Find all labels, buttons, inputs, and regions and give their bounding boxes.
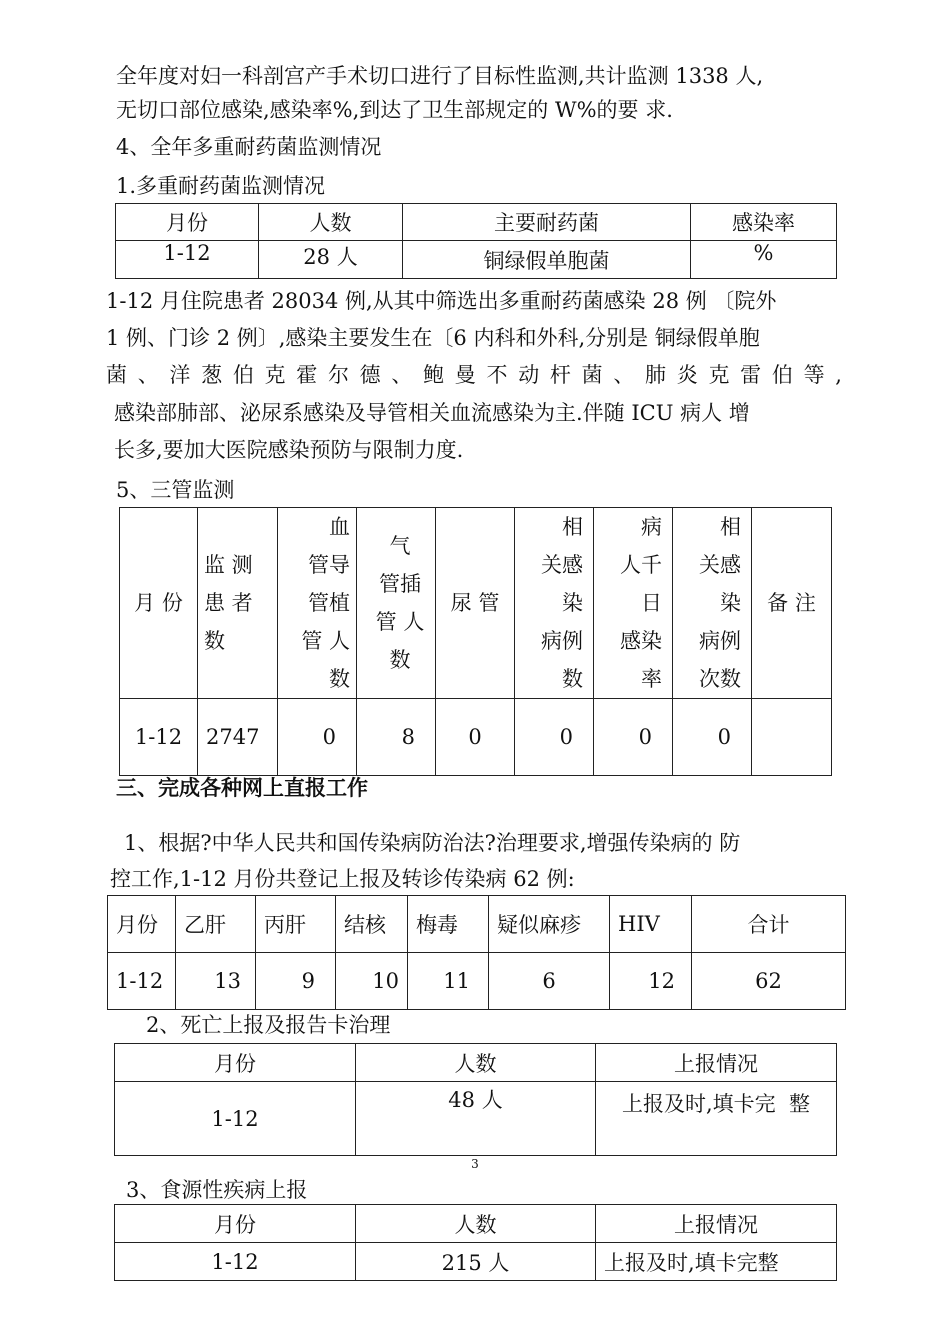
- tube-cell-urinary: 0: [436, 699, 515, 776]
- disease-cell-month: 1-12: [108, 953, 176, 1010]
- disease-cell-syphilis: 11: [408, 953, 489, 1010]
- three-tube-table: [119, 507, 832, 776]
- disease-header-total: 合计: [692, 896, 846, 953]
- tube-header-patients: 监 测 患 者 数: [198, 508, 278, 699]
- mdro-cell-bacteria: 铜绿假单胞菌: [403, 241, 691, 279]
- mdro-table: [115, 203, 837, 279]
- mdro-para-line-3: 菌、洋葱伯克霍尔德、鲍曼不动杆菌、肺炎克雷伯等,: [106, 363, 842, 387]
- food-header: [115, 1205, 837, 1243]
- mdro-para-line-1: 1-12 月住院患者 28034 例,从其中筛选出多重耐药菌感染 28 例 〔院外: [106, 289, 777, 313]
- tube-header-month: 月 份: [120, 508, 198, 699]
- section-4-title: 4、全年多重耐药菌监测情况: [116, 135, 382, 159]
- tube-header-notes: 备 注: [752, 508, 832, 699]
- disease-header-hep-c: 丙肝: [256, 896, 336, 953]
- death-header-status: 上报情况: [596, 1044, 837, 1082]
- table-row: [108, 953, 846, 1010]
- mdro-header-bacteria: 主要耐药菌: [403, 204, 691, 241]
- disease-header-month: 月份: [108, 896, 176, 953]
- section-5-title: 5、三管监测: [116, 478, 235, 502]
- section-3-title: 三、完成各种网上直报工作: [116, 775, 368, 800]
- tube-header-related-times: 相 关感 染 病例 次数: [673, 508, 752, 699]
- disease-cell-tb: 10: [336, 953, 408, 1010]
- tube-cell-related-cases: 0: [515, 699, 594, 776]
- infectious-header: [108, 896, 846, 953]
- death-cell-status: 上报及时,填卡完 整: [596, 1082, 837, 1156]
- food-report-table: [114, 1204, 837, 1281]
- food-cell-count: 215 人: [356, 1243, 596, 1281]
- section-4-subtitle: 1.多重耐药菌监测情况: [116, 174, 326, 198]
- disease-cell-hiv: 12: [610, 953, 692, 1010]
- intro-line-2: 无切口部位感染,感染率%,到达了卫生部规定的 W%的要 求.: [116, 98, 673, 122]
- disease-header-hep-b: 乙肝: [176, 896, 256, 953]
- disease-header-tb: 结核: [336, 896, 408, 953]
- tube-cell-related-times: 0: [673, 699, 752, 776]
- mdro-header-month: 月份: [116, 204, 259, 241]
- death-cell-month: 1-12: [115, 1082, 356, 1156]
- page-number: 3: [471, 1157, 479, 1171]
- disease-cell-hep-c: 9: [256, 953, 336, 1010]
- mdro-header-count: 人数: [259, 204, 403, 241]
- mdro-para-line-2: 1 例、门诊 2 例〕,感染主要发生在〔6 内科和外科,分别是 铜绿假单胞: [106, 326, 760, 350]
- food-cell-status: 上报及时,填卡完整: [596, 1243, 837, 1281]
- three-tube-header: [120, 508, 832, 699]
- mdro-header-rate: 感染率: [691, 204, 837, 241]
- tube-header-vascular: 血 管导 管植 管 人 数: [278, 508, 357, 699]
- infectious-disease-table: [107, 895, 846, 1010]
- disease-cell-measles: 6: [489, 953, 610, 1010]
- intro-line-1: 全年度对妇一科剖宫产手术切口进行了目标性监测,共计监测 1338 人,: [116, 64, 764, 88]
- food-cell-month: 1-12: [115, 1243, 356, 1281]
- disease-cell-hep-b: 13: [176, 953, 256, 1010]
- death-report-title: 2、死亡上报及报告卡治理: [146, 1013, 391, 1037]
- table-row: [115, 1082, 837, 1156]
- mdro-cell-rate: %: [691, 241, 837, 279]
- reporting-line-2: 控工作,1-12 月份共登记上报及转诊传染病 62 例:: [110, 867, 575, 891]
- death-report-table: [114, 1043, 837, 1156]
- death-header-month: 月份: [115, 1044, 356, 1082]
- tube-header-tracheal: 气 管插 管 人 数: [357, 508, 436, 699]
- death-header: [115, 1044, 837, 1082]
- reporting-line-1: 1、根据?中华人民共和国传染病防治法?治理要求,增强传染病的 防: [124, 831, 741, 855]
- tube-header-rate: 病 人千 日 感染 率: [594, 508, 673, 699]
- tube-cell-rate: 0: [594, 699, 673, 776]
- tube-header-urinary: 尿 管: [436, 508, 515, 699]
- mdro-table-header: [116, 204, 837, 241]
- disease-header-syphilis: 梅毒: [408, 896, 489, 953]
- tube-cell-patients: 2747: [198, 699, 278, 776]
- food-header-count: 人数: [356, 1205, 596, 1243]
- food-report-title: 3、食源性疾病上报: [126, 1178, 308, 1202]
- disease-cell-total: 62: [692, 953, 846, 1010]
- death-header-count: 人数: [356, 1044, 596, 1082]
- tube-cell-tracheal: 8: [357, 699, 436, 776]
- food-header-status: 上报情况: [596, 1205, 837, 1243]
- mdro-para-line-4: 感染部肺部、泌尿系感染及导管相关血流感染为主.伴随 ICU 病人 增: [114, 401, 750, 425]
- table-row: [120, 699, 832, 776]
- tube-cell-vascular: 0: [278, 699, 357, 776]
- table-row: [116, 241, 837, 279]
- disease-header-hiv: HIV: [610, 896, 692, 953]
- mdro-para-line-5: 长多,要加大医院感染预防与限制力度.: [114, 438, 464, 462]
- tube-cell-notes: [752, 699, 832, 776]
- food-header-month: 月份: [115, 1205, 356, 1243]
- tube-header-related-cases: 相 关感 染 病例 数: [515, 508, 594, 699]
- disease-header-measles: 疑似麻疹: [489, 896, 610, 953]
- mdro-cell-count: 28 人: [259, 241, 403, 279]
- tube-cell-month: 1-12: [120, 699, 198, 776]
- table-row: [115, 1243, 837, 1281]
- mdro-cell-month: 1-12: [116, 241, 259, 279]
- death-cell-count: 48 人: [356, 1082, 596, 1156]
